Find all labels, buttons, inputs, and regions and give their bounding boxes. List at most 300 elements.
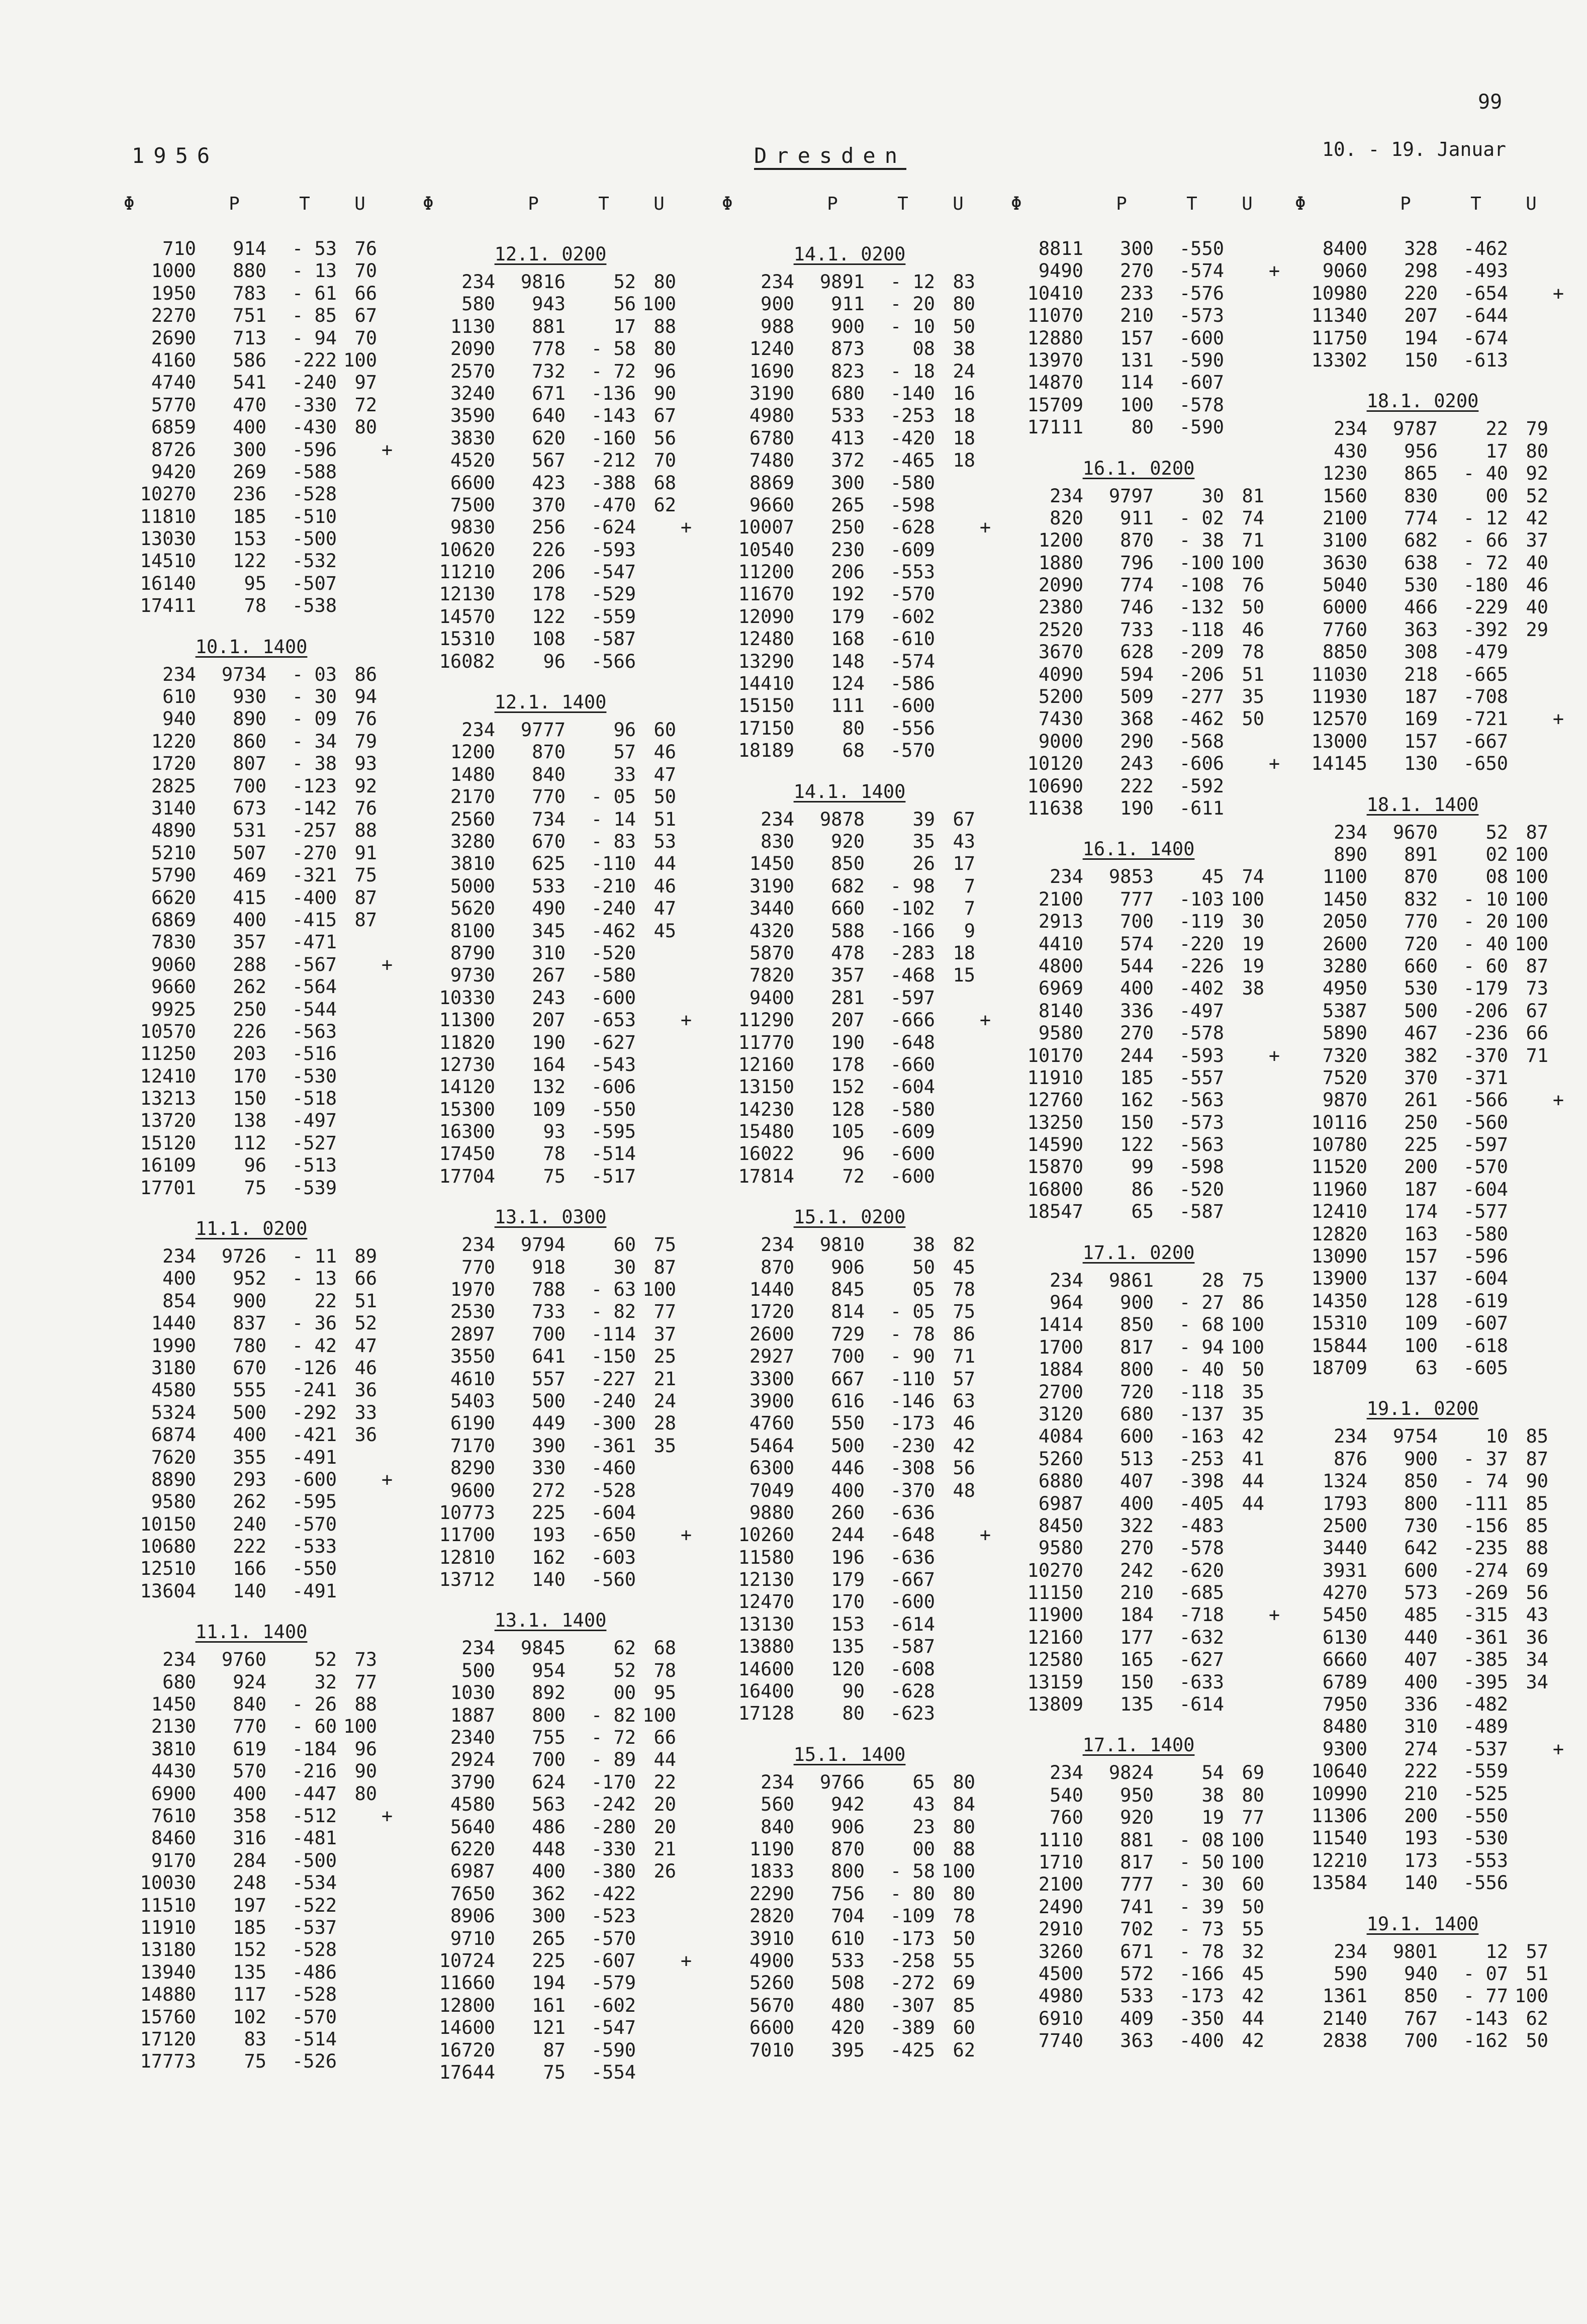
cell-p: 196 (831, 1546, 865, 1568)
cell-phi: 12470 (738, 1591, 794, 1613)
cell-p: 817 (1120, 1336, 1154, 1358)
table-row (121, 1513, 402, 1536)
table-row (719, 1703, 1000, 1725)
cell-p: 830 (1404, 485, 1438, 507)
table-row (121, 1154, 402, 1177)
cell-u (337, 1917, 377, 1939)
cell-t: -576 (1179, 282, 1224, 304)
cell-mark (377, 506, 397, 528)
table-row (1292, 753, 1573, 775)
cell-mark (975, 293, 995, 315)
cell-p: 900 (831, 315, 865, 337)
table-row (719, 1234, 1000, 1256)
table-row (420, 494, 701, 516)
cell-mark (676, 1569, 696, 1591)
cell-phi: 12800 (439, 1994, 495, 2016)
cell-p: 187 (1404, 686, 1438, 708)
cell-p: 256 (532, 516, 566, 539)
table-row (1292, 1604, 1573, 1626)
cell-phi: 11820 (439, 1031, 495, 1053)
cell-phi: 4430 (151, 1760, 196, 1782)
cell-mark (975, 1771, 995, 1794)
cell-p: 162 (532, 1546, 566, 1568)
cell-phi: 5387 (1322, 1000, 1367, 1022)
cell-phi: 1480 (450, 763, 495, 785)
cell-p: 625 (532, 853, 566, 875)
cell-mark (1548, 1022, 1568, 1044)
cell-p: 783 (233, 282, 266, 304)
table-row (121, 1580, 402, 1602)
cell-u (1508, 1738, 1548, 1760)
cell-t: -530 (292, 1065, 337, 1087)
cell-u: 97 (354, 372, 377, 394)
cell-u (636, 1054, 676, 1076)
cell-p: 700 (1120, 911, 1154, 933)
cell-u: 56 (953, 1457, 975, 1479)
table-row (1292, 1716, 1573, 1738)
cell-phi: 820 (1050, 507, 1083, 529)
cell-mark (975, 1547, 995, 1569)
table-row (420, 1166, 701, 1188)
table-row (121, 1984, 402, 2006)
table-row (1008, 372, 1289, 394)
cell-t: -180 (1463, 574, 1508, 596)
cell-p: 485 (1404, 1604, 1438, 1626)
cell-u (1508, 708, 1548, 730)
table-row (420, 920, 701, 942)
cell-t: -550 (1179, 238, 1224, 259)
cell-p: 290 (1120, 730, 1154, 752)
cell-phi: 1700 (1038, 1336, 1083, 1358)
cell-mark (1548, 1425, 1568, 1448)
cell-mark (377, 1783, 397, 1805)
cell-phi: 17450 (439, 1143, 495, 1165)
cell-u: 73 (1526, 977, 1548, 1000)
cell-p: 734 (532, 808, 566, 830)
cell-mark (1548, 1290, 1568, 1312)
cell-t: -481 (292, 1827, 337, 1849)
cell-u (337, 1132, 377, 1154)
cell-mark (377, 1132, 397, 1154)
cell-p: 288 (233, 953, 266, 975)
cell-u (935, 1680, 975, 1703)
year-label: 1956 (132, 143, 219, 168)
cell-phi: 1190 (749, 1838, 794, 1860)
cell-p: 918 (532, 1256, 566, 1278)
cell-mark (975, 1121, 995, 1143)
cell-p: 756 (831, 1883, 865, 1905)
cell-u: 30 (1242, 911, 1264, 933)
cell-mark (676, 494, 696, 516)
table-row (1292, 327, 1573, 349)
cell-p: 870 (1404, 866, 1438, 888)
cell-mark (975, 1457, 995, 1479)
cell-mark (975, 1928, 995, 1950)
table-row (1008, 664, 1289, 686)
cell-u: 35 (1242, 1403, 1264, 1425)
sounding-block (420, 1201, 701, 1591)
cell-t: -544 (292, 998, 337, 1020)
cell-p: 100 (1120, 394, 1154, 416)
table-row (420, 405, 701, 427)
cell-t: -109 (890, 1905, 935, 1927)
cell-mark (676, 1076, 696, 1098)
cell-mark (975, 2039, 995, 2062)
cell-u: 62 (1526, 2007, 1548, 2029)
cell-p: 226 (532, 539, 566, 561)
table-row (719, 809, 1000, 831)
table-row (1008, 1403, 1289, 1425)
cell-mark (676, 338, 696, 360)
cell-phi: 10690 (1027, 775, 1083, 797)
cell-t: -603 (591, 1546, 636, 1568)
cell-phi: 6190 (450, 1412, 495, 1435)
cell-u: 47 (654, 763, 676, 785)
cell-mark (377, 1379, 397, 1401)
cell-mark (975, 651, 995, 673)
cell-phi: 12580 (1027, 1649, 1083, 1671)
cell-t: -173 (890, 1927, 935, 1949)
cell-p: 177 (1120, 1626, 1154, 1648)
cell-t: 19 (1201, 1807, 1224, 1829)
table-row (121, 1088, 402, 1110)
cell-mark (975, 271, 995, 293)
cell-phi: 7950 (1322, 1693, 1367, 1716)
cell-mark (1264, 1359, 1284, 1381)
cell-mark (676, 1279, 696, 1301)
cell-phi: 7500 (450, 494, 495, 516)
cell-u: 33 (354, 1401, 377, 1423)
cell-t: 45 (1201, 866, 1224, 888)
cell-t: -556 (1463, 1872, 1508, 1894)
cell-mark (676, 920, 696, 942)
cell-phi: 2897 (450, 1323, 495, 1345)
cell-u: 85 (1526, 1514, 1548, 1537)
cell-t: 08 (912, 338, 935, 360)
table-row (719, 494, 1000, 516)
cell-p: 700 (532, 1323, 566, 1345)
cell-u (1508, 1783, 1548, 1805)
cell-p: 619 (233, 1738, 266, 1760)
table-row (121, 1447, 402, 1469)
cell-phi: 10640 (1311, 1760, 1367, 1782)
cell-u (1224, 327, 1264, 349)
table-row (1008, 2030, 1289, 2052)
table-row (1292, 1850, 1573, 1872)
cell-t: -590 (1179, 416, 1224, 438)
cell-p: 900 (1404, 1448, 1438, 1470)
cell-phi: 5324 (151, 1401, 196, 1423)
table-row (1292, 1290, 1573, 1312)
cell-mark (975, 606, 995, 628)
cell-t: -523 (591, 1905, 636, 1927)
cell-mark (1264, 238, 1284, 260)
table-row (719, 561, 1000, 583)
cell-mark (1548, 327, 1568, 349)
cell-mark (377, 686, 397, 708)
cell-t: -236 (1463, 1022, 1508, 1044)
cell-t: -137 (1179, 1403, 1224, 1425)
cell-t: -528 (292, 1984, 337, 2006)
cell-phi: 7820 (749, 964, 794, 987)
table-row (719, 1950, 1000, 1972)
cell-mark (377, 1312, 397, 1334)
cell-t: -570 (591, 1927, 636, 1949)
cell-t: - 94 (1179, 1336, 1224, 1358)
cell-u (1508, 283, 1548, 305)
cell-p: 891 (1404, 843, 1438, 865)
cell-phi: 12410 (1311, 1201, 1367, 1223)
cell-phi: 4520 (450, 450, 495, 472)
cell-t: -389 (890, 2017, 935, 2039)
cell-p: 837 (233, 1312, 266, 1334)
cell-t: -307 (890, 1994, 935, 2016)
cell-mark (1264, 1784, 1284, 1807)
cell-p: 122 (532, 605, 566, 628)
sounding-column (1008, 194, 1289, 2052)
cell-p: 952 (233, 1268, 266, 1290)
cell-p: 262 (233, 976, 266, 998)
cell-t: -415 (292, 909, 337, 931)
cell-phi: 4160 (151, 349, 196, 371)
cell-mark (975, 2017, 995, 2039)
table-row (121, 1917, 402, 1939)
cell-mark (975, 539, 995, 561)
cell-t: -206 (1179, 663, 1224, 685)
cell-t: 96 (613, 719, 636, 741)
cell-t: -554 (591, 2061, 636, 2083)
cell-u: 18 (953, 450, 975, 472)
cell-u (636, 1076, 676, 1098)
cell-u: 75 (354, 864, 377, 886)
cell-mark (1548, 1201, 1568, 1223)
cell-mark (1264, 1112, 1284, 1134)
cell-t: -491 (292, 1446, 337, 1468)
cell-p: 446 (831, 1457, 865, 1479)
cell-u (1508, 1156, 1548, 1178)
table-row (1008, 1000, 1289, 1022)
table-row (1292, 1134, 1573, 1156)
cell-mark (377, 820, 397, 842)
cell-phi: 11520 (1311, 1156, 1367, 1178)
table-row (1008, 955, 1289, 977)
cell-mark (975, 718, 995, 740)
cell-phi: 9580 (151, 1491, 196, 1513)
cell-mark (1264, 708, 1284, 730)
cell-p: 80 (842, 1703, 865, 1725)
cell-phi: 4500 (1038, 1962, 1083, 1985)
table-row (121, 999, 402, 1021)
table-row (121, 954, 402, 976)
cell-p: 730 (1404, 1514, 1438, 1537)
table-row (1008, 797, 1289, 820)
table-row (420, 2062, 701, 2084)
cell-phi: 4090 (1038, 663, 1083, 685)
cell-u: 50 (1242, 1359, 1264, 1381)
cell-p: 770 (532, 786, 566, 808)
table-row (121, 573, 402, 595)
cell-mark (1548, 1223, 1568, 1245)
cell-p: 572 (1120, 1962, 1154, 1985)
table-row (1292, 1425, 1573, 1448)
cell-u (636, 1502, 676, 1524)
table-row (420, 719, 701, 741)
cell-phi: 9580 (1038, 1022, 1083, 1044)
cell-p: 362 (532, 1883, 566, 1905)
cell-mark (1264, 327, 1284, 349)
header-u: U (354, 194, 365, 214)
cell-u: 36 (354, 1424, 377, 1446)
cell-t: -578 (1179, 1537, 1224, 1559)
cell-phi: 3440 (1322, 1537, 1367, 1559)
cell-phi: 17120 (140, 2028, 196, 2050)
cell-mark (377, 1424, 397, 1446)
cell-mark (676, 539, 696, 561)
cell-phi: 2530 (450, 1301, 495, 1323)
table-row (1292, 305, 1573, 327)
cell-t: -482 (1463, 1693, 1508, 1716)
cell-t: -607 (1179, 372, 1224, 394)
cell-p: 586 (233, 349, 266, 371)
cell-mark (377, 1693, 397, 1716)
cell-phi: 17411 (140, 595, 196, 617)
cell-mark (1264, 596, 1284, 618)
cell-phi: 8890 (151, 1468, 196, 1490)
table-row (1008, 552, 1289, 574)
cell-t: 22 (1485, 418, 1508, 440)
sounding-time-title: 14.1. 1400 (793, 780, 906, 802)
cell-mark (975, 1346, 995, 1368)
cell-t: -586 (890, 673, 935, 695)
cell-phi: 234 (761, 1234, 794, 1256)
cell-phi: 9925 (151, 998, 196, 1020)
cell-t: -666 (890, 1009, 935, 1031)
cell-p: 218 (1404, 663, 1438, 685)
table-row (420, 1435, 701, 1457)
table-row (121, 283, 402, 305)
cell-p: 248 (233, 1872, 266, 1894)
cell-p: 400 (1120, 977, 1154, 1000)
cell-phi: 1440 (151, 1312, 196, 1334)
cell-u: 43 (953, 830, 975, 852)
sounding-block (719, 1201, 1000, 1725)
cell-u (337, 1447, 377, 1469)
cell-phi: 2924 (450, 1749, 495, 1771)
cell-phi: 14600 (439, 2017, 495, 2039)
cell-phi: 1690 (749, 360, 794, 382)
cell-u (1508, 327, 1548, 349)
table-row (1292, 1515, 1573, 1537)
cell-t: - 40 (1463, 463, 1508, 485)
cell-u: 38 (1242, 977, 1264, 1000)
cell-u: 22 (654, 1771, 676, 1793)
cell-t: -220 (1179, 933, 1224, 955)
cell-phi: 840 (761, 1816, 794, 1838)
cell-p: 9801 (1392, 1940, 1438, 1962)
cell-phi: 2927 (749, 1346, 794, 1368)
cell-u: 51 (354, 1290, 377, 1312)
cell-mark (377, 1513, 397, 1536)
cell-p: 777 (1120, 1873, 1154, 1896)
cell-u: 52 (1526, 485, 1548, 507)
cell-p: 530 (1404, 977, 1438, 1000)
cell-p: 63 (1415, 1357, 1438, 1379)
cell-p: 194 (1404, 327, 1438, 349)
cell-u (337, 1961, 377, 1984)
cell-t: -570 (890, 583, 935, 605)
cell-phi: 16300 (439, 1121, 495, 1143)
cell-u: 100 (942, 1860, 975, 1883)
sounding-time-title: 19.1. 1400 (1366, 1913, 1479, 1935)
cell-t: -607 (1463, 1312, 1508, 1334)
cell-mark (1548, 1671, 1568, 1693)
table-row (420, 1301, 701, 1323)
cell-mark (1548, 1627, 1568, 1649)
table-row (420, 1727, 701, 1749)
header-p: P (827, 194, 838, 214)
cell-phi: 5464 (749, 1435, 794, 1457)
table-row (420, 1121, 701, 1143)
cell-phi: 234 (1334, 821, 1367, 843)
cell-u: 86 (953, 1323, 975, 1345)
header-p: P (1116, 194, 1127, 214)
cell-u (1224, 1649, 1264, 1671)
cell-phi: 8850 (1322, 641, 1367, 663)
cell-t: -550 (591, 1098, 636, 1120)
cell-t: -212 (591, 450, 636, 472)
cell-phi: 5890 (1322, 1022, 1367, 1044)
cell-p: 152 (233, 1939, 266, 1961)
cell-mark (1548, 955, 1568, 977)
cell-u (636, 1972, 676, 1994)
cell-mark (676, 1166, 696, 1188)
cell-p: 704 (831, 1905, 865, 1927)
table-row (1008, 1292, 1289, 1314)
cell-u: 89 (354, 1245, 377, 1268)
cell-u: 83 (953, 271, 975, 293)
cell-mark (1264, 416, 1284, 438)
cell-phi: 15310 (1311, 1312, 1367, 1334)
cell-mark (1264, 1179, 1284, 1201)
cell-u (636, 1569, 676, 1591)
cell-p: 153 (233, 528, 266, 550)
cell-phi: 13250 (1027, 1111, 1083, 1133)
cell-p: 850 (831, 853, 865, 875)
cell-p: 9816 (520, 271, 566, 293)
cell-t: -143 (1463, 2007, 1508, 2029)
cell-u (636, 1032, 676, 1054)
cell-u (636, 1480, 676, 1502)
cell-phi: 234 (1334, 1425, 1367, 1448)
cell-u: 46 (1242, 618, 1264, 641)
table-row (420, 583, 701, 605)
cell-t: - 03 (292, 663, 337, 685)
table-row (1292, 418, 1573, 440)
cell-p: 220 (1404, 282, 1438, 304)
date-range: 10. - 19. Januar (1322, 138, 1507, 160)
cell-t: -507 (292, 572, 337, 594)
cell-p: 513 (1120, 1448, 1154, 1470)
cell-u: 78 (654, 1659, 676, 1681)
cell-t: -274 (1463, 1559, 1508, 1581)
cell-u (1508, 305, 1548, 327)
table-row (420, 1637, 701, 1659)
table-row (121, 260, 402, 282)
cell-phi: 5620 (450, 898, 495, 920)
cell-u (337, 1827, 377, 1849)
cell-u: 20 (654, 1794, 676, 1816)
cell-phi: 10330 (439, 987, 495, 1009)
